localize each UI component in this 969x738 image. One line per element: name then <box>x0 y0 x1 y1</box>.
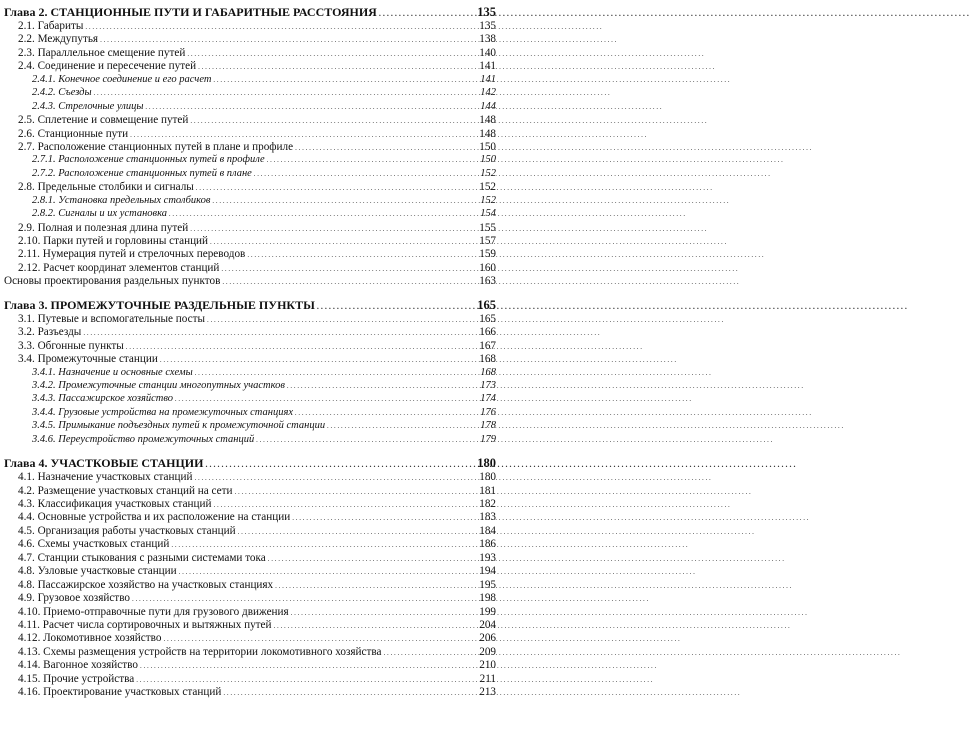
chapter-gap <box>4 289 496 298</box>
toc-entry <box>4 525 496 538</box>
toc-entry-text: 2.11. Нумерация путей и стрелочных переводов <box>18 248 246 261</box>
page-number: 135 <box>479 20 496 32</box>
toc-entry-text: 4.16. Проектирование участковых станций <box>18 686 222 699</box>
toc-entry-text: 4.3. Классификация участковых станций <box>18 498 212 510</box>
toc-subentry <box>4 380 496 393</box>
toc-subentry <box>4 87 496 100</box>
page-number: 199 <box>479 605 496 618</box>
toc-entry-text: 4.4. Основные устройства и их расположение на станции <box>18 511 291 524</box>
toc-entry <box>4 235 496 248</box>
dot-leader <box>267 154 474 165</box>
dot-leader <box>247 248 474 260</box>
dot-leader <box>132 592 474 604</box>
dot-leader <box>234 485 474 497</box>
dot-leader <box>126 340 474 352</box>
toc-subentry <box>4 74 496 87</box>
page-number: 148 <box>479 114 496 127</box>
toc-entry-text: 4.2. Размещение участковых станций на сети <box>18 484 233 497</box>
toc-entry-text: 3.1. Путевые и вспомогательные посты <box>18 312 205 325</box>
toc-entry <box>4 538 496 551</box>
page-number: 159 <box>479 248 496 261</box>
page-number: 165 <box>479 312 496 325</box>
toc-entry <box>4 632 496 645</box>
toc-entry <box>4 565 496 578</box>
dot-leader <box>205 456 474 471</box>
page-number: 140 <box>479 46 496 59</box>
toc-entry-text: 2.6. Станционные пути <box>18 127 129 140</box>
toc-entry <box>4 47 496 60</box>
toc-entry <box>4 659 496 672</box>
page-number: 174 <box>480 393 496 405</box>
dot-leader <box>223 686 474 698</box>
toc-entry <box>4 511 496 524</box>
toc-entry-text: 4.14. Вагонное хозяйство <box>18 659 138 672</box>
page-number: 150 <box>480 154 496 166</box>
toc-entry-text: 2.4. Соединение и пересечение путей <box>18 60 197 73</box>
toc-entry <box>4 592 496 605</box>
toc-entry <box>4 686 496 699</box>
dot-leader <box>295 407 474 418</box>
dot-leader <box>222 275 474 287</box>
dot-leader <box>274 619 474 631</box>
toc-entry <box>4 222 496 235</box>
page-number: 211 <box>479 672 496 685</box>
dot-leader <box>210 235 474 247</box>
toc-subentry <box>4 168 496 181</box>
dot-leader <box>238 525 474 537</box>
dot-leader <box>160 353 474 365</box>
page-number: 178 <box>480 420 496 432</box>
toc-entry <box>4 114 496 127</box>
toc-subentry-text: 2.7.1. Расположение станционных путей в профиле <box>32 154 265 166</box>
toc-entry-text: 2.9. Полная и полезная длина путей <box>18 221 189 234</box>
chapter-gap <box>4 447 496 456</box>
dot-leader <box>83 326 474 338</box>
dot-leader <box>85 20 474 32</box>
toc-entry-text: 4.8. Узловые участковые станции <box>18 565 177 578</box>
page-number: 182 <box>479 498 496 510</box>
page-number: 142 <box>480 87 496 99</box>
page-number: 141 <box>480 73 496 85</box>
page-number: 176 <box>480 406 496 418</box>
dot-leader <box>196 181 474 193</box>
toc-entry <box>4 471 496 484</box>
toc-entry-text: 2.5. Сплетение и совмещение путей <box>18 114 189 127</box>
toc-entry <box>4 20 496 33</box>
page-number: 184 <box>479 524 496 537</box>
dot-leader <box>140 659 474 671</box>
page-number: 144 <box>480 100 496 112</box>
toc-entry-text: 4.5. Организация работы участковых станций <box>18 524 236 537</box>
chapter-heading <box>4 456 496 471</box>
page-number: 150 <box>479 140 496 153</box>
page-number: 206 <box>479 632 496 645</box>
toc-entry <box>4 353 496 366</box>
dot-leader <box>94 87 474 98</box>
toc-entry <box>4 248 496 261</box>
toc-entry-text: 2.7. Расположение станционных путей в плане и профиле <box>18 140 294 153</box>
page-number: 173 <box>480 379 496 391</box>
toc-entry <box>4 33 496 46</box>
page-number: 165 <box>477 297 496 312</box>
page-number: 152 <box>480 167 496 179</box>
dot-leader <box>194 471 474 483</box>
dot-leader <box>179 565 474 577</box>
chapter-heading-text: Глава 3. ПРОМЕЖУТОЧНЫЕ РАЗДЕЛЬНЫЕ ПУНКТЫ <box>4 297 315 312</box>
dot-leader <box>130 128 474 140</box>
dot-leader <box>198 60 474 72</box>
dot-leader <box>291 606 474 618</box>
toc-entry <box>4 619 496 632</box>
toc-entry <box>4 673 496 686</box>
dot-leader <box>146 101 474 112</box>
page-number: 138 <box>479 33 496 46</box>
toc-subentry-text: 2.7.2. Расположение станционных путей в плане <box>32 167 252 179</box>
toc-subentry <box>4 154 496 167</box>
page-number: 213 <box>479 686 496 699</box>
toc-subentry <box>4 367 496 380</box>
dot-leader <box>207 313 474 325</box>
toc-subentry-text: 3.4.6. Переустройство промежуточных станций <box>32 433 255 445</box>
page-number: 154 <box>480 208 496 220</box>
dot-leader <box>295 141 474 153</box>
toc-entry <box>4 606 496 619</box>
dot-leader <box>195 367 474 378</box>
toc-entry <box>4 340 496 353</box>
page-number: 163 <box>479 275 496 288</box>
chapter-heading <box>4 5 496 20</box>
toc-subentry-text: 2.8.1. Установка предельных столбиков <box>32 194 211 206</box>
toc-subentry <box>4 420 496 433</box>
page-number: 157 <box>479 235 496 247</box>
toc-entry <box>4 60 496 73</box>
toc-entry <box>4 275 496 288</box>
dot-leader <box>214 498 475 510</box>
page-number: 141 <box>479 60 496 73</box>
toc-entry <box>4 579 496 592</box>
toc-entry-text: 2.3. Параллельное смещение путей <box>18 46 186 59</box>
chapter-heading-text: Глава 4. УЧАСТКОВЫЕ СТАНЦИИ <box>4 456 204 471</box>
toc-entry-text: 4.7. Станции стыкования с разными системами тока <box>18 551 266 564</box>
page-number: 204 <box>479 618 496 631</box>
toc-entry-text: 2.10. Парки путей и горловины станций <box>18 235 209 247</box>
page-number: 179 <box>480 433 496 445</box>
toc-entry-text: 4.11. Расчет числа сортировочных и вытяжных путей <box>18 618 272 631</box>
toc-entry <box>4 498 496 511</box>
page-number: 198 <box>479 592 496 605</box>
toc-subentry-text: 3.4.4. Грузовые устройства на промежуточных станциях <box>32 406 293 418</box>
toc-subentry <box>4 407 496 420</box>
toc-entry-text: 2.12. Расчет координат элементов станций <box>18 261 220 274</box>
dot-leader <box>212 195 474 206</box>
page-number: 155 <box>479 221 496 234</box>
dot-leader <box>275 579 474 591</box>
dot-leader <box>256 434 474 445</box>
toc-entry-text: 4.12. Локомотивное хозяйство <box>18 632 162 645</box>
toc-entry <box>4 646 496 659</box>
toc-entry <box>4 313 496 326</box>
toc-entry-text: 3.2. Разъезды <box>18 326 82 339</box>
toc-subentry <box>4 208 496 221</box>
toc-subentry-text: 2.4.2. Съезды <box>32 87 92 99</box>
toc-subentry <box>4 434 496 447</box>
page-number: 152 <box>479 181 496 194</box>
toc-entry <box>4 552 496 565</box>
page-number: 148 <box>479 127 496 140</box>
page-number: 181 <box>479 484 496 497</box>
page-number: 166 <box>479 326 496 339</box>
toc-entry-text: 4.1. Назначение участковых станций <box>18 471 193 484</box>
page-number: 210 <box>479 659 496 672</box>
toc-subentry-text: 3.4.3. Пассажирское хозяйство <box>32 393 174 405</box>
dot-leader <box>136 673 474 685</box>
page-number: 168 <box>479 353 496 366</box>
dot-leader <box>190 222 474 234</box>
table-of-contents <box>0 0 502 700</box>
page-number: 152 <box>480 194 496 206</box>
toc-subentry <box>4 195 496 208</box>
dot-leader <box>175 393 474 404</box>
dot-leader <box>384 646 475 658</box>
toc-entry-text: 4.8. Пассажирское хозяйство на участковых станциях <box>18 578 274 591</box>
toc-entry-text: 2.8. Предельные столбики и сигналы <box>18 181 194 194</box>
toc-subentry-text: 2.4.1. Конечное соединение и его расчет <box>32 73 212 85</box>
toc-subentry-text: 3.4.2. Промежуточные станции многопутных участков <box>32 379 285 391</box>
dot-leader <box>163 632 474 644</box>
chapter-heading <box>4 298 496 313</box>
page-number: 168 <box>480 366 496 378</box>
toc-subentry-text: 3.4.1. Назначение и основные схемы <box>32 366 193 378</box>
page-number: 180 <box>479 471 496 484</box>
toc-entry-text: 4.9. Грузовое хозяйство <box>18 592 130 605</box>
toc-entry-text: 3.4. Промежуточные станции <box>18 353 158 366</box>
page-number: 195 <box>479 578 496 591</box>
toc-entry <box>4 326 496 339</box>
page-number: 183 <box>479 511 496 524</box>
page-number: 160 <box>479 261 496 274</box>
chapter-heading-text: Глава 2. СТАНЦИОННЫЕ ПУТИ И ГАБАРИТНЫЕ РАССТОЯНИЯ <box>4 5 377 19</box>
page-number: 186 <box>479 538 496 551</box>
dot-leader <box>292 511 474 523</box>
dot-leader <box>171 538 474 550</box>
dot-leader <box>100 33 474 45</box>
toc-entry <box>4 181 496 194</box>
toc-entry-text: 4.10. Приемо-отправочные пути для грузового движения <box>18 605 289 618</box>
toc-entry-text: 2.1. Габариты <box>18 20 84 32</box>
dot-leader <box>221 262 474 274</box>
page-number: 193 <box>479 551 496 564</box>
toc-entry-text: 2.2. Междупутья <box>18 33 99 46</box>
toc-entry <box>4 485 496 498</box>
page-number: 194 <box>479 565 496 578</box>
page-number: 167 <box>479 339 496 352</box>
dot-leader <box>379 5 474 20</box>
dot-leader <box>169 208 474 219</box>
dot-leader <box>268 552 474 564</box>
dot-leader <box>327 420 474 431</box>
dot-leader <box>213 74 474 85</box>
toc-entry-text: 4.13. Схемы размещения устройств на территории локомотивного хозяйства <box>18 645 382 658</box>
toc-entry-text: 4.15. Прочие устройства <box>18 672 135 685</box>
dot-leader <box>287 380 474 391</box>
toc-subentry-text: 3.4.5. Примыкание подъездных путей к промежуточной станции <box>32 420 326 432</box>
toc-entry-text: 3.3. Обгонные пункты <box>18 339 124 352</box>
toc-subentry <box>4 101 496 114</box>
dot-leader <box>254 168 474 179</box>
toc-entry <box>4 128 496 141</box>
toc-entry <box>4 262 496 275</box>
dot-leader <box>190 114 474 126</box>
toc-subentry-text: 2.8.2. Сигналы и их установка <box>32 208 167 220</box>
dot-leader <box>187 47 474 59</box>
dot-leader <box>317 298 474 313</box>
toc-entry-text: Основы проектирования раздельных пунктов <box>4 275 221 288</box>
toc-entry-text: 4.6. Схемы участковых станций <box>18 538 170 551</box>
page-number: 209 <box>479 645 496 658</box>
toc-entry <box>4 141 496 154</box>
page-number: 135 <box>477 5 496 19</box>
toc-subentry-text: 2.4.3. Стрелочные улицы <box>32 100 144 112</box>
page-number: 180 <box>477 456 496 471</box>
toc-subentry <box>4 393 496 406</box>
